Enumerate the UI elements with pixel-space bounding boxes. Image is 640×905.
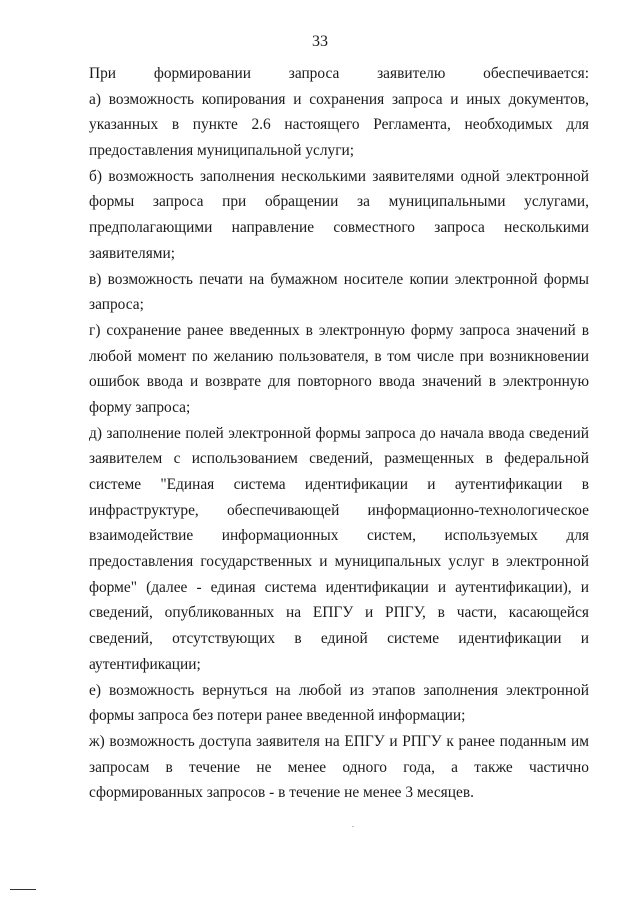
- text-line: г) сохранение ранее введенных в электронную форму запроса значений в: [89, 321, 589, 339]
- text-line: заявителями;: [89, 244, 176, 262]
- text-line: форму запроса;: [89, 398, 191, 416]
- text-line: системе "Единая система идентификации и аутентификации в: [89, 476, 589, 493]
- text-line: взаимодействие информационных систем, используемых для: [89, 527, 589, 545]
- text-line: в) возможность печати на бумажном носителе копии электронной формы: [89, 270, 589, 288]
- text-line: д) заполнение полей электронной формы запроса до начала ввода сведений: [89, 424, 589, 442]
- text-line: б) возможность заполнения несколькими заявителями одной электронной: [89, 167, 589, 185]
- scan-speck: [352, 826, 354, 827]
- text-line: формы запроса без потери ранее введенной информации;: [89, 707, 466, 725]
- text-line: указанных в пункте 2.6 настоящего Регламента, необходимых для: [89, 116, 589, 134]
- text-line: а) возможность копирования и сохранения запроса и иных документов,: [89, 90, 589, 108]
- body-text: [89, 61, 589, 806]
- text-line: предполагающими направление совместного запроса несколькими: [89, 219, 589, 237]
- text-line: заявителем с использованием сведений, размещенных в федеральной: [89, 450, 589, 468]
- text-line: предоставления государственных и муниципальных услуг в электронной: [89, 553, 589, 571]
- text-line: любой момент по желанию пользователя, в том числе при возникновении: [89, 347, 589, 365]
- text-line: е) возможность вернуться на любой из этапов заполнения электронной: [89, 681, 589, 699]
- text-line: сведений, отсутствующих в единой системе идентификации и: [89, 630, 589, 648]
- text-line: При формировании запроса заявителю обеспечивается:: [89, 65, 589, 82]
- text-line: запроса;: [89, 296, 144, 314]
- text-line: сведений, опубликованных на ЕПГУ и РПГУ, в части, касающейся: [89, 604, 589, 622]
- text-line: запросам в течение не менее одного года, а также частично: [89, 758, 589, 776]
- corner-mark: [10, 889, 36, 890]
- text-line: ошибок ввода и возврате для повторного ввода значений в электронную: [89, 373, 589, 391]
- text-line: предоставления муниципальной услуги;: [89, 142, 355, 160]
- text-line: сформированных запросов - в течение не менее 3 месяцев.: [89, 784, 474, 802]
- text-line: формы запроса при обращении за муниципальными услугами,: [89, 193, 589, 211]
- text-line: аутентификации;: [89, 655, 201, 673]
- text-line: инфраструктуре, обеспечивающей информационно-технологическое: [89, 501, 589, 519]
- text-line: ж) возможность доступа заявителя на ЕПГУ и РПГУ к ранее поданным им: [89, 732, 589, 750]
- page-number: 33: [312, 33, 328, 50]
- text-line: форме" (далее - единая система идентификации и аутентификации), и: [89, 578, 589, 596]
